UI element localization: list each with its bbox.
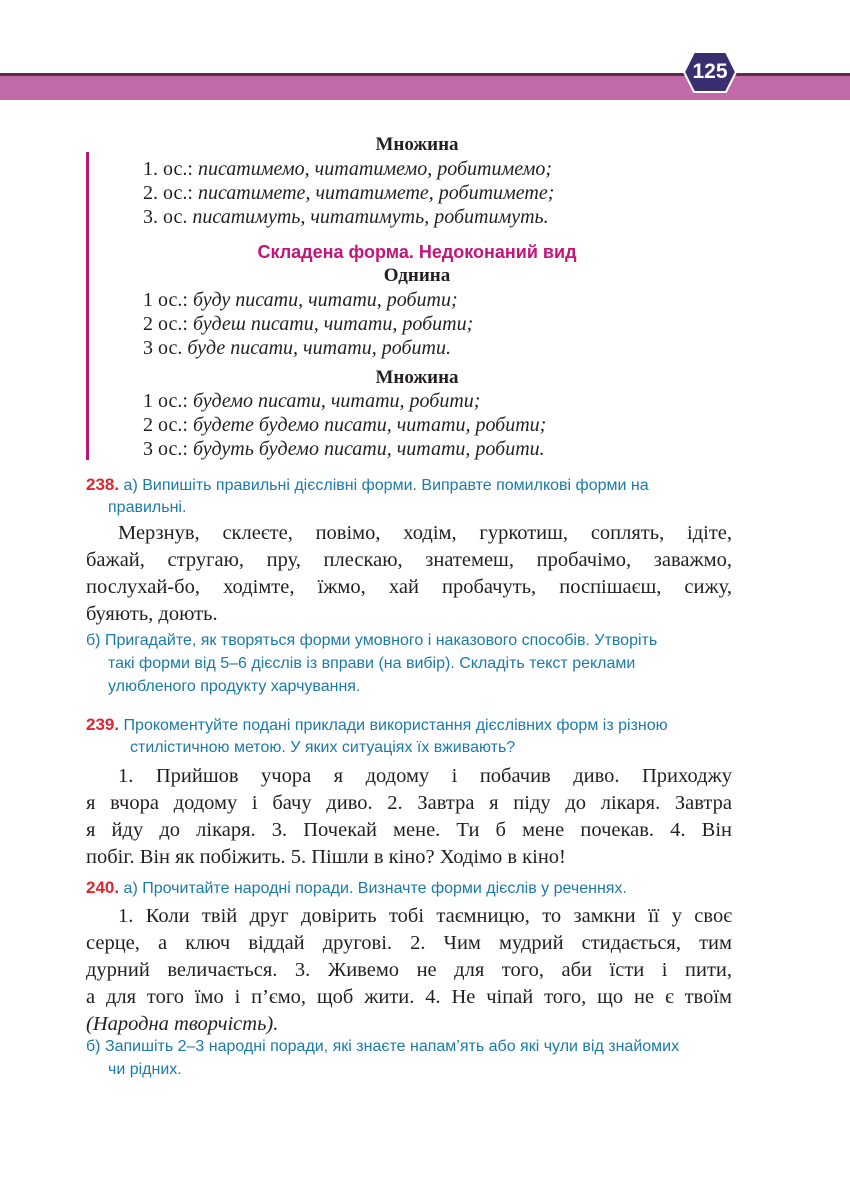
conjugation-row: 3 ос.: будуть будемо писати, читати, робити. — [143, 438, 545, 460]
singular-heading: Однина — [383, 265, 451, 286]
plural-heading: Множина — [375, 367, 459, 388]
conjugation-row: 2 ос.: будете будемо писати, читати, робити; — [143, 414, 547, 436]
conjugation-row: 1. ос.: писатимемо, читатимемо, робитимемо; — [143, 158, 553, 180]
section-title: Складена форма. Недоконаний вид — [257, 242, 577, 262]
conjugation-row: 2. ос.: писатимете, читатимете, робитимете; — [143, 182, 555, 204]
conjugation-row: 1 ос.: буду писати, читати, робити; — [143, 289, 458, 311]
exercise-240-task-a: 240. а) Прочитайте народні поради. Визначте форми дієслів у реченнях. — [86, 878, 627, 897]
section-accent-bar — [86, 152, 89, 460]
exercise-number: 238. — [86, 475, 120, 494]
exercise-number: 239. — [86, 715, 120, 734]
exercise-238-task-b: б) Пригадайте, як творяться форми умовного і наказового способів. Утворіть — [86, 632, 658, 649]
exercise-238-task-b-cont: улюбленого продукту харчування. — [108, 678, 361, 695]
conjugation-row: 2 ос.: будеш писати, читати, робити; — [143, 313, 474, 335]
conjugation-row: 3. ос. писатимуть, читатимуть, робитимуть. — [143, 206, 549, 228]
exercise-240-task-b-cont: чи рідних. — [108, 1061, 182, 1078]
source-attribution: (Народна творчість). — [86, 1013, 279, 1035]
exercise-238-text: Мерзнув, склеєте, повімо, ходім, гуркотиш, соплять, ідіте, бажай, стругаю, пру, плескаю, знатемеш, пробачімо, заважмо, послухай-бо, ходімте, їжмо, хай пробачуть, поспішаєш, сижу, буяють, доють. — [86, 522, 732, 625]
conjugation-row: 3 ос. буде писати, читати, робити. — [143, 337, 451, 359]
exercise-238-task-a: 238. а) Випишіть правильні дієслівні форми. Виправте помилкові форми на — [86, 475, 649, 494]
exercise-239-task-cont: стилістичною метою. У яких ситуаціях їх вживають? — [130, 739, 516, 756]
page-number: 125 — [692, 60, 728, 83]
exercise-238-task-b-cont: такі форми від 5–6 дієслів із вправи (на вибір). Складіть текст реклами — [108, 655, 636, 672]
exercise-240-task-b: б) Запишіть 2–3 народні поради, які знаєте напам’ять або які чули від знайомих — [86, 1038, 680, 1055]
exercise-240-text: 1. Коли твій друг довірить тобі таємницю, то замкни її у своє серце, а ключ віддай другові. 2. Чим мудрий стидається, тим дурний величається. 3. Живемо не для того, аби їсти і пити, а для того їмо і п’ємо, щоб жити. 4. Не чіпай того, що не є твоїм (Народна творчість). — [86, 903, 732, 1038]
exercise-number: 240. — [86, 878, 120, 897]
exercise-238-task-a-cont: правильні. — [108, 499, 187, 516]
exercise-239-task: 239. Прокоментуйте подані приклади використання дієслівних форм із різною — [86, 715, 668, 734]
conjugation-row: 1 ос.: будемо писати, читати, робити; — [143, 390, 481, 412]
exercise-239-text: 1. Прийшов учора я додому і побачив диво. Приходжу я вчора додому і бачу диво. 2. Завтра я піду до лікаря. Завтра я йду до лікаря. 3. Почекай мене. Ти б мене почекав. 4. Він побіг. Він як побіжить. 5. Пішли в кіно? Ходімо в кіно! — [86, 765, 732, 868]
plural-heading: Множина — [375, 134, 459, 155]
